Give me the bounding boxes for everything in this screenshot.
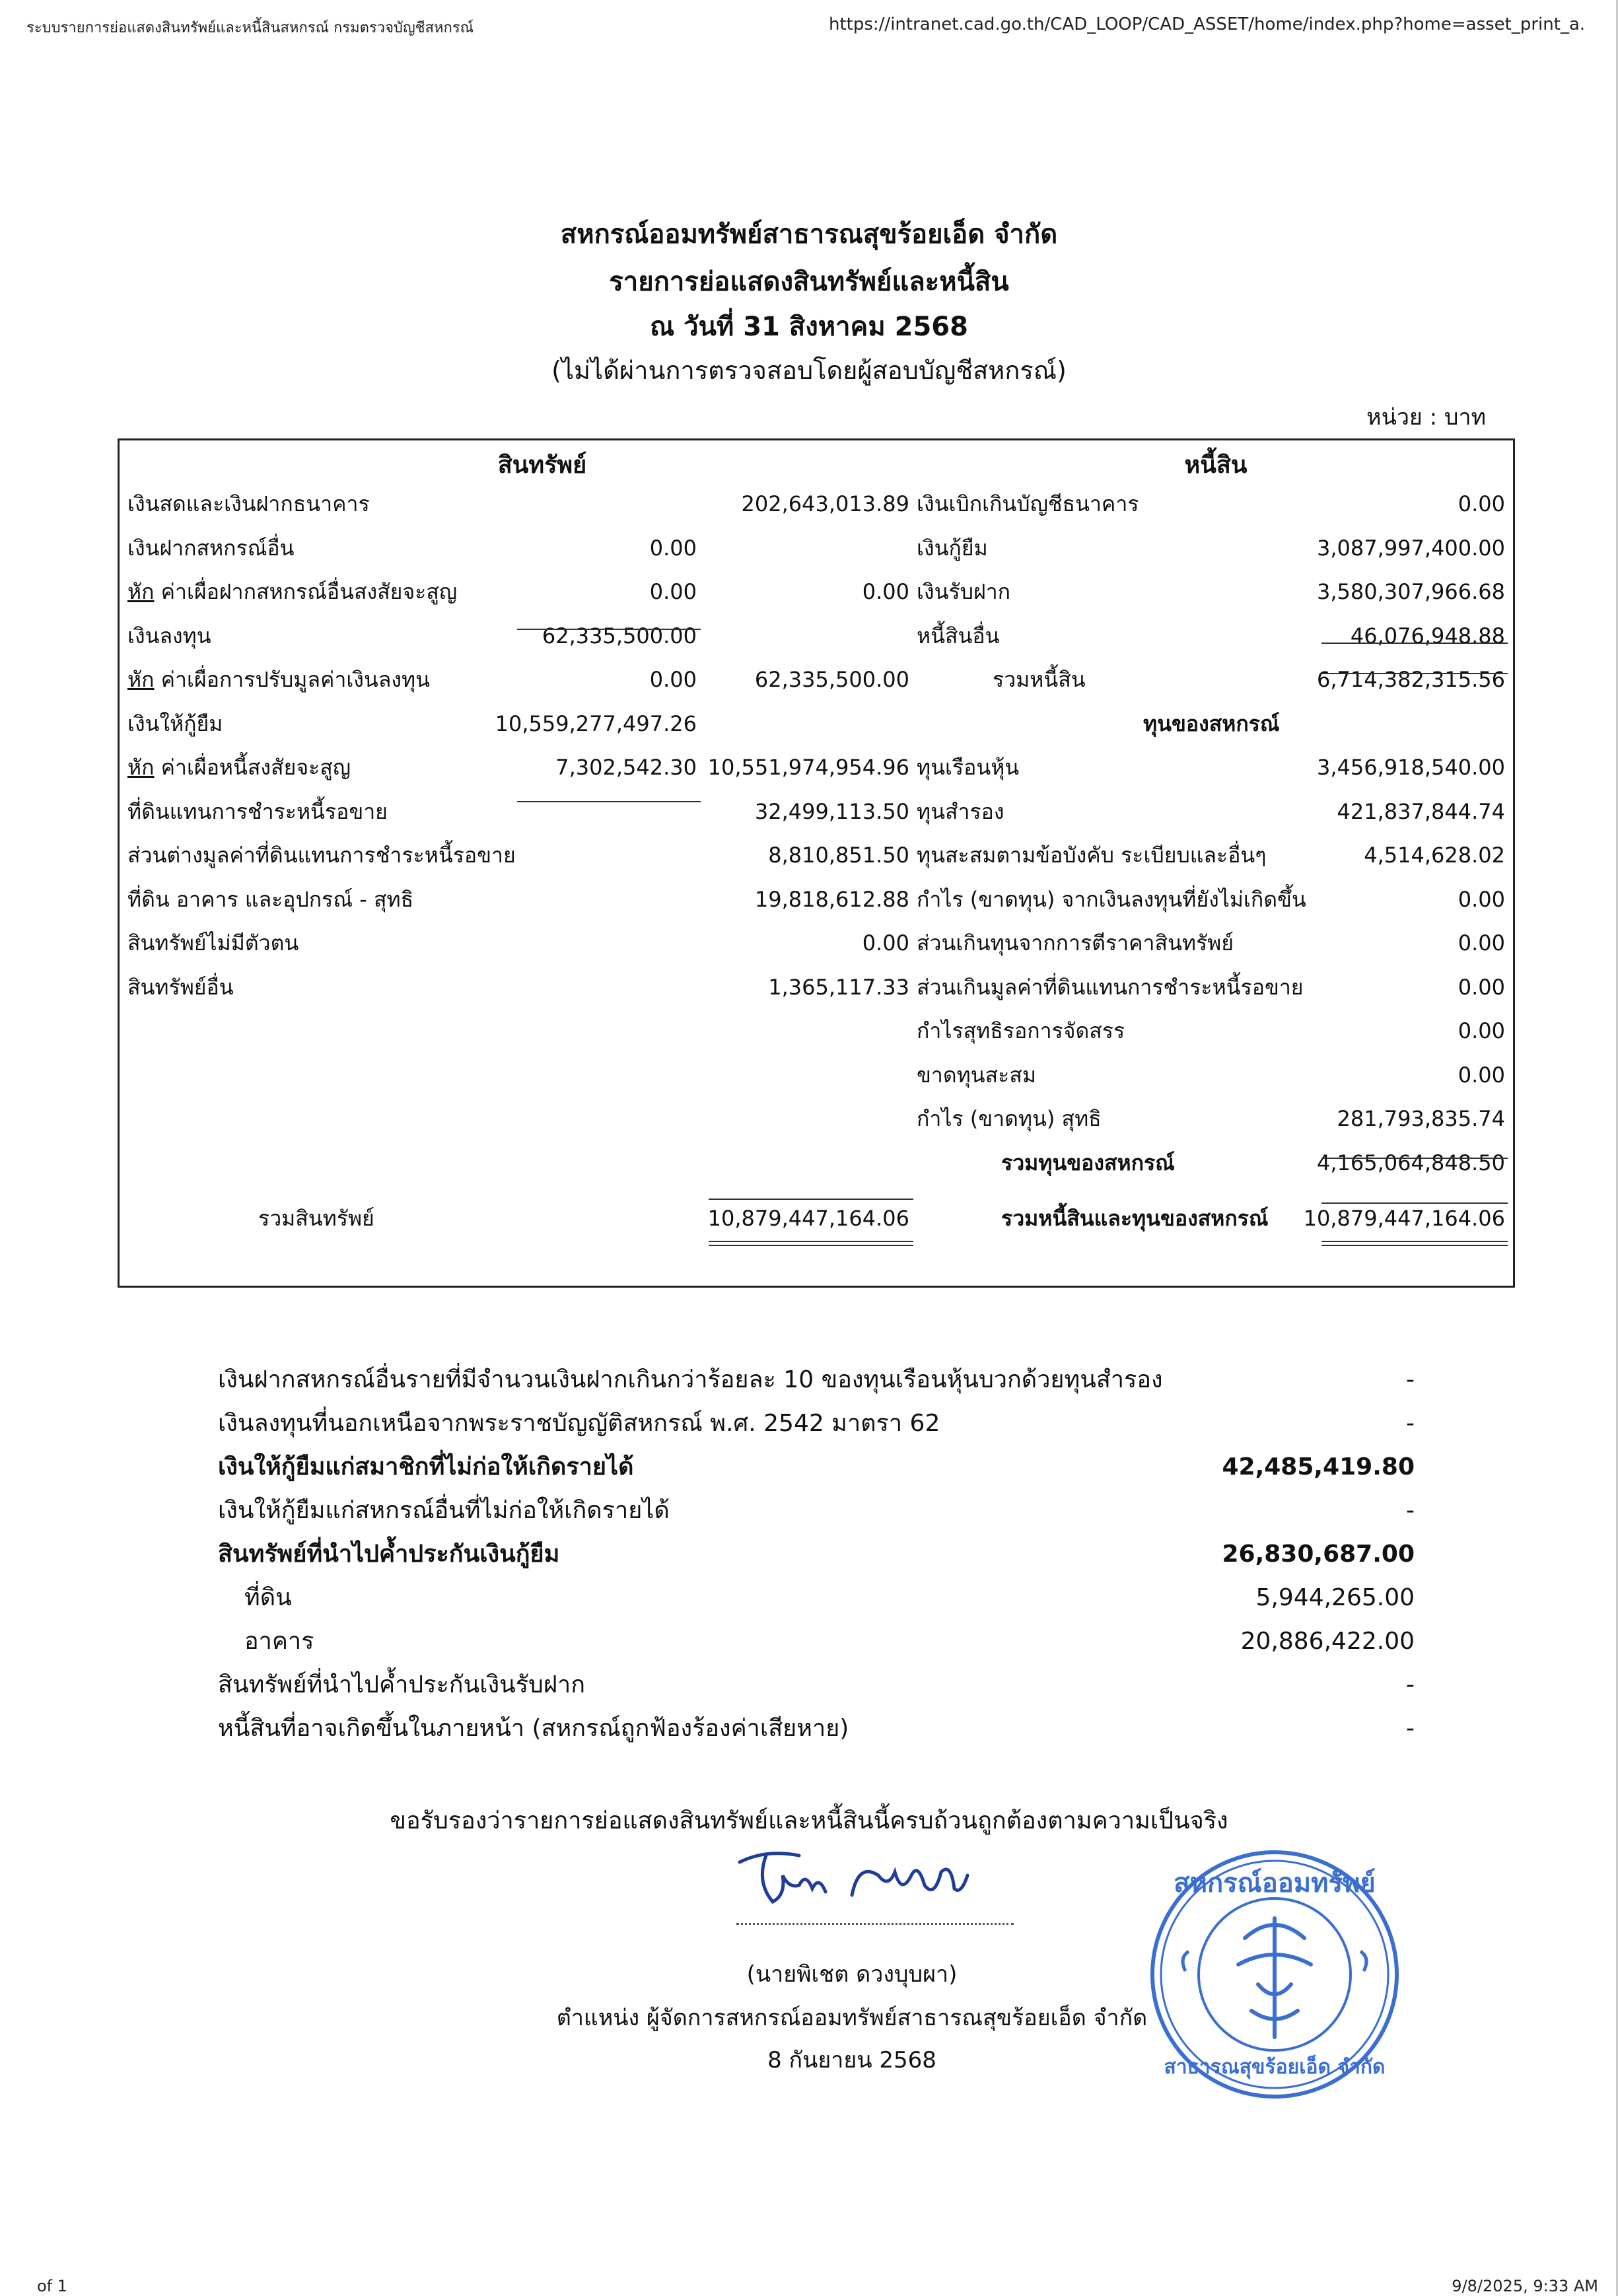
asset-row-subamount: 7,302,542.30 bbox=[555, 755, 697, 780]
equity-row-label: ขาดทุนสะสม bbox=[917, 1062, 1036, 1088]
asset-row-amount: 10,551,974,954.96 bbox=[707, 755, 909, 780]
disclosure-amount: - bbox=[1406, 1715, 1415, 1742]
equity-row-amount: 0.00 bbox=[1458, 930, 1505, 956]
less-prefix: หัก bbox=[127, 579, 155, 604]
asset-label-text: สินทรัพย์อื่น bbox=[127, 974, 234, 1000]
disclosure-label: สินทรัพย์ที่นำไปค้ำประกันเงินกู้ยืม bbox=[218, 1541, 560, 1568]
equity-row-amount: 0.00 bbox=[1458, 886, 1505, 912]
asset-row-amount: 19,818,612.88 bbox=[754, 886, 909, 912]
disclosure-amount: 20,886,422.00 bbox=[1240, 1628, 1415, 1655]
footer-page: of 1 bbox=[37, 2277, 68, 2295]
rule-assets-total-1 bbox=[709, 1241, 913, 1242]
liability-row-label: เงินรับฝาก bbox=[917, 579, 1011, 604]
disclosure-label: หนี้สินที่อาจเกิดขึ้นในภายหน้า (สหกรณ์ถูกฟ้องร้องค่าเสียหาย) bbox=[218, 1715, 849, 1742]
liability-row-label: เงินกู้ยืม bbox=[917, 535, 988, 561]
assets-total-label: รวมสินทรัพย์ bbox=[258, 1206, 374, 1231]
unit-label: หน่วย : บาท bbox=[1366, 404, 1486, 431]
grand-total-amount: 10,879,447,164.06 bbox=[1303, 1206, 1505, 1231]
disclosure-label: เงินให้กู้ยืมแก่สมาชิกที่ไม่ก่อให้เกิดรายได้ bbox=[218, 1453, 634, 1480]
asset-row-amount: 0.00 bbox=[862, 930, 909, 956]
asset-label-text: เงินให้กู้ยืม bbox=[127, 711, 223, 736]
asset-row-amount: 8,810,851.50 bbox=[768, 843, 909, 868]
disclosure-label: ที่ดิน bbox=[244, 1584, 292, 1611]
rule-assets-total-2 bbox=[709, 1245, 913, 1246]
equity-row-amount: 4,514,628.02 bbox=[1364, 843, 1505, 868]
asset-row-amount: 0.00 bbox=[862, 579, 909, 604]
equity-row-label: ทุนสะสมตามข้อบังคับ ระเบียบและอื่นๆ bbox=[917, 843, 1267, 868]
rule-liab-subtotal bbox=[1321, 643, 1508, 644]
asset-label-text: ส่วนต่างมูลค่าที่ดินแทนการชำระหนี้รอขาย bbox=[127, 843, 516, 868]
equity-row-label: ส่วนเกินทุนจากการตีราคาสินทรัพย์ bbox=[917, 930, 1234, 956]
seal-text-top: สหกรณ์ออมทรัพย์ bbox=[1174, 1868, 1376, 1898]
equity-row-amount: 281,793,835.74 bbox=[1337, 1106, 1505, 1131]
rule-grand-total-1 bbox=[1321, 1241, 1508, 1242]
asset-label-text: สินทรัพย์ไม่มีตัวตน bbox=[127, 930, 299, 956]
asset-row-label bbox=[127, 842, 516, 868]
asset-row-label bbox=[127, 798, 388, 825]
disclosure-amount: 42,485,419.80 bbox=[1222, 1453, 1415, 1480]
equity-row-amount: 0.00 bbox=[1458, 1062, 1505, 1088]
liability-row-label: หนี้สินอื่น bbox=[917, 623, 1000, 648]
grand-total-label: รวมหนี้สินและทุนของสหกรณ์ bbox=[1001, 1206, 1269, 1231]
asset-row-subamount: 0.00 bbox=[649, 667, 697, 692]
rule-equity-total bbox=[1321, 1202, 1508, 1204]
equity-row-amount: 0.00 bbox=[1458, 974, 1505, 1000]
liability-row-amount: 3,580,307,966.68 bbox=[1317, 579, 1505, 604]
equity-row-label: ส่วนเกินมูลค่าที่ดินแทนการชำระหนี้รอขาย bbox=[917, 974, 1304, 1000]
rule-loans bbox=[517, 801, 701, 802]
asset-label-text: ที่ดินแทนการชำระหนี้รอขาย bbox=[127, 798, 388, 824]
asset-row-label bbox=[127, 711, 223, 737]
signature-line bbox=[736, 1923, 1014, 1925]
liability-row-amount: 3,087,997,400.00 bbox=[1317, 535, 1505, 561]
signer-name: (นายพิเชต ดวงบุบผา) bbox=[746, 1961, 958, 1988]
cooperative-seal bbox=[1146, 1846, 1403, 2103]
rule-grand-total-2 bbox=[1321, 1245, 1508, 1246]
disclosure-label: เงินลงทุนที่นอกเหนือจากพระราชบัญญัติสหกรณ์ พ.ศ. 2542 มาตรา 62 bbox=[218, 1410, 940, 1437]
less-prefix: หัก bbox=[127, 667, 155, 692]
asset-row-amount: 202,643,013.89 bbox=[741, 491, 909, 516]
equity-row-amount: 3,456,918,540.00 bbox=[1317, 755, 1505, 780]
report-date: ณ วันที่ 31 สิงหาคม 2568 bbox=[650, 312, 968, 342]
asset-label-text: ที่ดิน อาคาร และอุปกรณ์ - สุทธิ bbox=[127, 886, 414, 912]
report-note: (ไม่ได้ผ่านการตรวจสอบโดยผู้สอบบัญชีสหกรณ์) bbox=[551, 356, 1067, 385]
org-name: สหกรณ์ออมทรัพย์สาธารณสุขร้อยเอ็ด จำกัด bbox=[560, 219, 1058, 250]
liabilities-heading: หนี้สิน bbox=[1184, 452, 1248, 479]
equity-row-amount: 0.00 bbox=[1458, 1018, 1505, 1043]
asset-row-label bbox=[127, 886, 413, 913]
assets-heading: สินทรัพย์ bbox=[497, 452, 587, 479]
footer-timestamp: 9/8/2025, 9:33 AM bbox=[1452, 2277, 1598, 2295]
disclosure-amount: - bbox=[1406, 1366, 1415, 1393]
rule-liab-total bbox=[1321, 673, 1508, 674]
rule-assets-subtotal bbox=[709, 1199, 913, 1200]
asset-label-text: เงินฝากสหกรณ์อื่น bbox=[127, 535, 295, 561]
signed-date: 8 กันยายน 2568 bbox=[767, 2047, 936, 2073]
equity-row-label: ทุนสำรอง bbox=[917, 798, 1004, 824]
signature-image bbox=[726, 1836, 1004, 1915]
equity-total-label: รวมทุนของสหกรณ์ bbox=[1001, 1150, 1175, 1175]
equity-row-label: กำไรสุทธิรอการจัดสรร bbox=[917, 1018, 1125, 1043]
asset-label-text: ค่าเผื่อหนี้สงสัยจะสูญ bbox=[154, 755, 351, 780]
report-title: รายการย่อแสดงสินทรัพย์และหนี้สิน bbox=[609, 267, 1009, 297]
rule-investment bbox=[517, 629, 701, 630]
asset-label-text: เงินสดและเงินฝากธนาคาร bbox=[127, 491, 370, 516]
asset-row-label bbox=[127, 578, 457, 605]
liabilities-total-amount: 6,714,382,315.56 bbox=[1317, 667, 1505, 692]
balance-sheet-table bbox=[118, 438, 1515, 1288]
asset-label-text: ค่าเผื่อการปรับมูลค่าเงินลงทุน bbox=[154, 667, 430, 692]
disclosure-amount: - bbox=[1406, 1671, 1415, 1698]
asset-row-subamount: 62,335,500.00 bbox=[542, 623, 697, 648]
browser-header-title: ระบบรายการย่อแสดงสินทรัพย์และหนี้สินสหกรณ์ กรมตรวจบัญชีสหกรณ์ bbox=[26, 20, 474, 36]
asset-row-label bbox=[127, 623, 211, 649]
equity-row-label: กำไร (ขาดทุน) สุทธิ bbox=[917, 1106, 1102, 1131]
less-prefix: หัก bbox=[127, 755, 155, 780]
seal-text-bottom: สาธารณสุขร้อยเอ็ด จำกัด bbox=[1164, 2056, 1386, 2079]
equity-total-amount: 4,165,064,848.50 bbox=[1317, 1150, 1505, 1175]
asset-row-label bbox=[127, 974, 234, 1000]
asset-row-amount: 32,499,113.50 bbox=[754, 798, 909, 824]
asset-row-amount: 1,365,117.33 bbox=[768, 974, 909, 1000]
disclosure-label: เงินให้กู้ยืมแก่สหกรณ์อื่นที่ไม่ก่อให้เกิดรายได้ bbox=[218, 1497, 670, 1524]
equity-row-label: กำไร (ขาดทุน) จากเงินลงทุนที่ยังไม่เกิดขึ้น bbox=[917, 886, 1306, 912]
asset-row-label bbox=[127, 666, 430, 693]
asset-row-subamount: 0.00 bbox=[649, 579, 697, 604]
asset-row-label bbox=[127, 930, 299, 956]
equity-row-amount: 421,837,844.74 bbox=[1337, 798, 1505, 824]
asset-row-label bbox=[127, 491, 370, 517]
disclosure-amount: - bbox=[1406, 1410, 1415, 1437]
liabilities-total-label: รวมหนี้สิน bbox=[993, 667, 1086, 692]
asset-row-label bbox=[127, 535, 295, 561]
asset-label-text: เงินลงทุน bbox=[127, 623, 211, 648]
equity-row-label: ทุนเรือนหุ้น bbox=[917, 755, 1020, 780]
asset-row-subamount: 10,559,277,497.26 bbox=[495, 711, 697, 736]
disclosure-label: เงินฝากสหกรณ์อื่นรายที่มีจำนวนเงินฝากเกินกว่าร้อยละ 10 ของทุนเรือนหุ้นบวกด้วยทุนสำรอง bbox=[218, 1366, 1163, 1393]
liability-row-amount: 0.00 bbox=[1458, 491, 1505, 516]
liability-row-label: เงินเบิกเกินบัญชีธนาคาร bbox=[917, 491, 1139, 516]
certification-statement: ขอรับรองว่ารายการย่อแสดงสินทรัพย์และหนี้สินนี้ครบถ้วนถูกต้องตามความเป็นจริง bbox=[390, 1807, 1228, 1834]
asset-row-amount: 62,335,500.00 bbox=[754, 667, 909, 692]
signer-position: ตำแหน่ง ผู้จัดการสหกรณ์ออมทรัพย์สาธารณสุขร้อยเอ็ด จำกัด bbox=[556, 2005, 1148, 2031]
asset-label-text: ค่าเผื่อฝากสหกรณ์อื่นสงสัยจะสูญ bbox=[154, 579, 458, 604]
assets-total-amount: 10,879,447,164.06 bbox=[707, 1206, 909, 1231]
equity-heading: ทุนของสหกรณ์ bbox=[1143, 711, 1280, 736]
asset-row-subamount: 0.00 bbox=[649, 535, 697, 561]
browser-header-url: https://intranet.cad.go.th/CAD_LOOP/CAD_ASSET/home/index.php?home=asset_print_a. bbox=[829, 15, 1586, 34]
disclosure-amount: 5,944,265.00 bbox=[1255, 1584, 1415, 1611]
disclosure-amount: - bbox=[1406, 1497, 1415, 1524]
disclosure-label: สินทรัพย์ที่นำไปค้ำประกันเงินรับฝาก bbox=[218, 1671, 585, 1698]
disclosure-label: อาคาร bbox=[244, 1628, 314, 1655]
liability-row-amount: 46,076,948.88 bbox=[1350, 623, 1505, 648]
rule-equity-subtotal bbox=[1321, 1158, 1508, 1159]
asset-row-label bbox=[127, 754, 351, 781]
disclosure-amount: 26,830,687.00 bbox=[1222, 1541, 1415, 1568]
